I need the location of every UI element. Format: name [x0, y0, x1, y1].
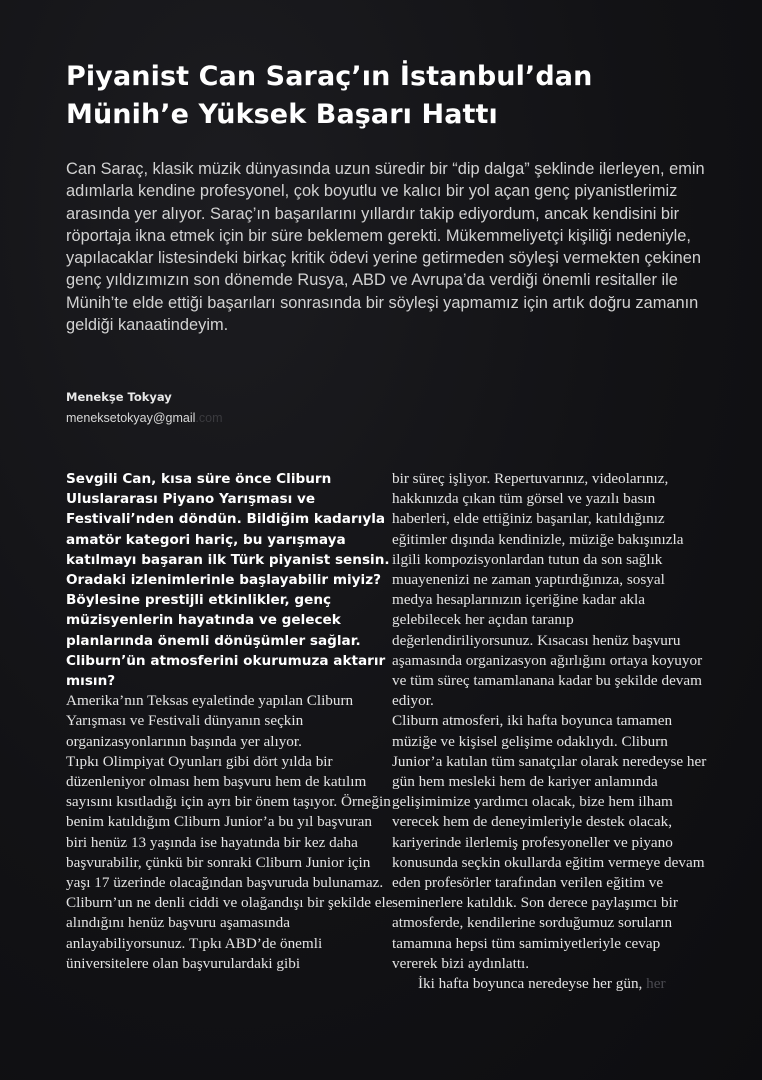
author-email-faded-text: .com: [195, 411, 223, 425]
interview-question: Sevgili Can, kısa süre önce Cliburn Uluslararası Piyano Yarışması ve Festivali’nden döndün. Bildiğim kadarıyla amatör kategori hariç, bu yarışmaya katılmayı başaran ilk Türk piyanist sensin. Oradaki izlenimlerinle başlayabilir miyiz? Böylesine prestijli etkinlikler, genç müzisyenlerin hayatında ve gelecek planlarında önemli dönüşümler sağlar. Cliburn’ün atmosferini okurumuza aktarır mısın?: [66, 471, 390, 690]
author-email-text: meneksetokyay@gmail: [66, 411, 196, 425]
author-email: [66, 411, 223, 425]
answer-paragraph-1: Amerika’nın Teksas eyaletinde yapılan Cliburn Yarışması ve Festivali dünyanın seçkin organizasyonlarının başında yer alıyor.: [66, 692, 354, 750]
right-column: [392, 469, 708, 994]
answer-paragraph-2: Tıpkı Olimpiyat Oyunları gibi dört yılda bir düzenleniyor olması hem başvuru hem de katılım sayısını kısıtladığı için ayrı bir önem taşıyor. Örneğin benim katıldığım Cliburn Junior’a bu yıl başvuran biri henüz 13 yaşında ise hayatında bir kez daha başvurabilir, çünkü bir sonraki Cliburn Junior için yaşı 17 üzerinde olacağından başvuruda bulunamaz. Cliburn’un ne denli ciddi ve olağandışı bir şekilde ele alındığını henüz başvuru aşamasında anlayabiliyorsunuz. Tıpkı ABD’de önemli üniversitelere olan başvurulardaki gibi: [66, 752, 393, 972]
article-title-line-1: Piyanist Can Saraç’ın İstanbul’dan: [66, 61, 593, 92]
left-column: [66, 469, 396, 974]
article-title-line-2: Münih’e Yüksek Başarı Hattı: [66, 99, 498, 130]
answer-paragraph-5-faded-text: her: [642, 975, 666, 993]
article-title: [66, 58, 706, 134]
answer-paragraph-3: bir süreç işliyor. Repertuvarınız, videolarınız, hakkınızda çıkan tüm görsel ve yazılı basın haberleri, elde ettiğiniz başarılar, katıldığınız eğitimler dışında kendinizle, müziğe bakışınızla ilgili kompozisyonlardan tutun da son sağlık muayenenizi ne zaman yaptırdığınıza, sosyal medya hesaplarınızın içeriğine kadar akla gelebilecek her açıdan taranıp değerlendiriliyorsunuz. Kısacası henüz başvuru aşamasında organizasyon ağırlığını ortaya koyuyor ve tüm süreç tamamlanana kadar bu şekilde devam ediyor.: [392, 470, 703, 710]
author-name: Menekşe Tokyay: [66, 390, 172, 404]
answer-paragraph-4: Cliburn atmosferi, iki hafta boyunca tamamen müziğe ve kişisel gelişime odaklıydı. Cliburn Junior’a katılan tüm sanatçılar olarak neredeyse her gün hem mesleki hem de kariyer anlamında gelişimimize yardımcı olacak, bize hem ilham verecek hem de deneyimleriyle destek olacak, kariyerinde ilerlemiş profesyoneller ve piyano konusunda seçkin okullarda eğitim vermeye devam eden profesörler tarafından verilen eğitim ve seminerlere katıldık. Son derece paylaşımcı bir atmosferde, kendilerine sorduğumuz soruların tamamına hepsi tüm samimiyetleriyle cevap vererek bizi aydınlattı.: [392, 712, 707, 972]
article-intro: Can Saraç, klasik müzik dünyasında uzun süredir bir “dip dalga” şeklinde ilerleyen, emin adımlarla kendine profesyonel, çok boyutlu ve kalıcı bir yol açan genç piyanistlerimiz arasında yer alıyor. Saraç’ın başarılarını yıllardır takip ediyordum, ancak kendisini bir röportaja ikna etmek için bir süre beklemem gerekti. Mükemmeliyetçi kişiliği nedeniyle, yapılacaklar listesindeki birkaç kritik ödevi yerine getirmeden söyleşi vermekten çekinen genç yıldızımızın son dönemde Rusya, ABD ve Avrupa’da verdiği önemli resitaller ile Münih’te elde ettiği başarıları sonrasında bir söyleşi yapmamız için artık doğru zamanın geldiği kanaatindeyim.: [66, 160, 705, 335]
answer-paragraph-5: [392, 974, 708, 994]
answer-paragraph-5-text: İki hafta boyunca neredeyse her gün,: [418, 975, 643, 993]
